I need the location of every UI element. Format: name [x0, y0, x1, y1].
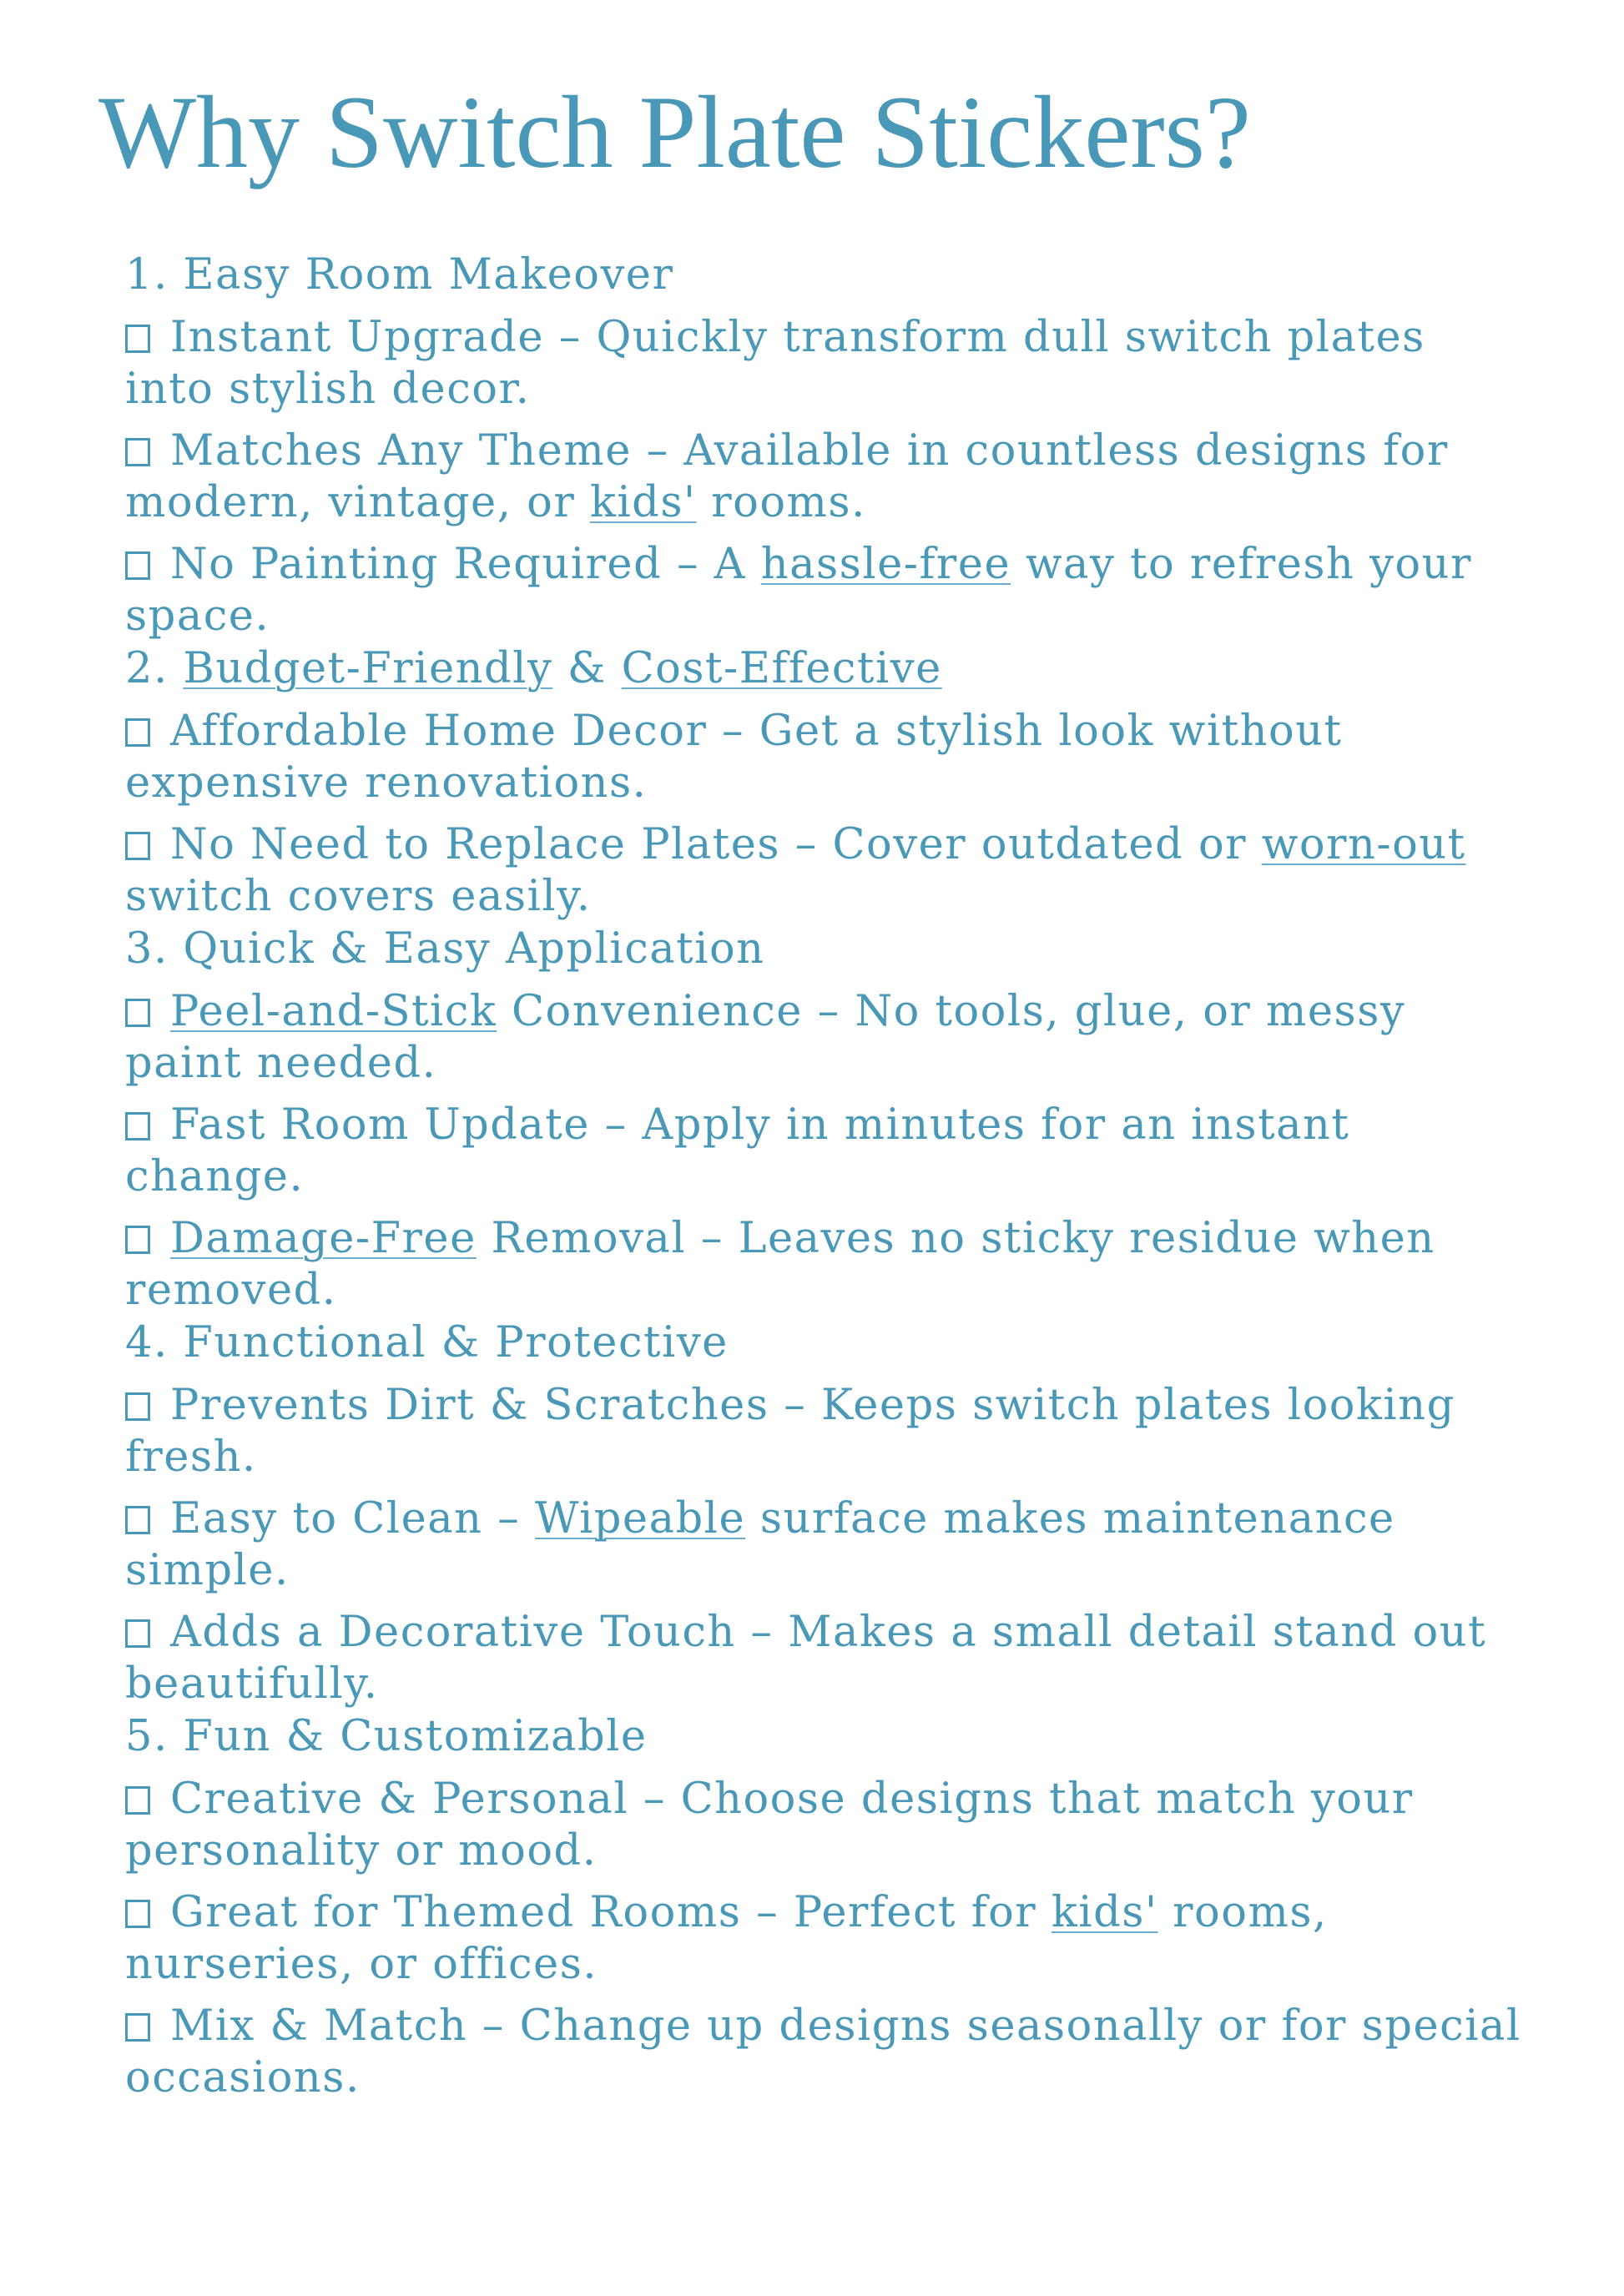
- benefit-item-matches-any-theme: [125, 425, 1527, 529]
- section-heading-4: 4. Functional & Protective: [125, 1318, 729, 1367]
- underlined-term: Cost-Effective: [621, 644, 942, 693]
- benefit-description: Leaves no sticky residue when removed.: [125, 1214, 1435, 1315]
- benefit-item-fast-room-update: [125, 1100, 1527, 1203]
- benefit-item-adds-a-decorative-touch: [125, 1607, 1527, 1710]
- checkbox-square-icon: [125, 832, 150, 860]
- dash-separator: –: [741, 1888, 794, 1937]
- benefit-title: Adds a Decorative Touch: [170, 1608, 736, 1657]
- benefit-description: No tools, glue, or messy paint needed.: [125, 987, 1406, 1088]
- benefit-title: Matches Any Theme: [170, 426, 632, 476]
- benefit-title: Prevents Dirt & Scratches: [170, 1381, 769, 1430]
- section-heading-2: 2. Budget-Friendly & Cost-Effective: [125, 644, 942, 693]
- dash-separator: –: [735, 1608, 789, 1657]
- benefit-item-peel-and-stick-convenience: [125, 986, 1527, 1090]
- dash-separator: –: [482, 1494, 535, 1543]
- underlined-term: kids': [589, 478, 697, 527]
- checkbox-square-icon: [125, 1900, 150, 1928]
- benefit-title: Instant Upgrade: [170, 313, 545, 362]
- dash-separator: –: [686, 1214, 739, 1263]
- dash-separator: –: [628, 1775, 681, 1824]
- benefit-description: Keeps switch plates looking fresh.: [125, 1381, 1455, 1482]
- benefit-title: Affordable Home Decor: [170, 707, 708, 756]
- benefit-item-creative-personal: [125, 1774, 1527, 1877]
- benefit-title: No Need to Replace Plates: [170, 820, 781, 869]
- checkbox-square-icon: [125, 2013, 150, 2042]
- benefit-title: Mix & Match: [170, 2001, 468, 2051]
- dash-separator: –: [631, 426, 684, 476]
- benefit-description: Get a stylish look without expensive renovations.: [125, 707, 1343, 808]
- dash-separator: –: [589, 1100, 643, 1150]
- checkbox-square-icon: [125, 1619, 150, 1648]
- benefit-item-easy-to-clean: [125, 1493, 1527, 1597]
- underlined-term: Damage-Free: [170, 1214, 477, 1263]
- page-title: Why Switch Plate Stickers?: [98, 75, 1251, 189]
- benefit-title: No Painting Required: [170, 540, 663, 589]
- benefit-description: Wipeable surface makes maintenance simple.: [125, 1494, 1395, 1595]
- section-heading-5: 5. Fun & Customizable: [125, 1712, 648, 1761]
- benefit-item-damage-free-removal: [125, 1213, 1527, 1317]
- underlined-term: worn-out: [1261, 820, 1466, 869]
- benefit-item-no-painting-required: [125, 539, 1527, 642]
- dash-separator: –: [662, 540, 714, 589]
- benefit-item-no-need-to-replace-plates: [125, 819, 1527, 923]
- dash-separator: –: [467, 2001, 520, 2051]
- checkbox-square-icon: [125, 1226, 150, 1254]
- checkbox-square-icon: [125, 438, 150, 466]
- benefit-description: Perfect for kids' rooms, nurseries, or offices.: [125, 1888, 1328, 1989]
- benefit-title: Creative & Personal: [170, 1775, 629, 1824]
- checkbox-square-icon: [125, 1392, 150, 1421]
- benefit-item-mix-match: [125, 2001, 1527, 2104]
- benefit-item-affordable-home-decor: [125, 706, 1527, 809]
- dash-separator: –: [544, 313, 597, 362]
- checkbox-square-icon: [125, 718, 150, 747]
- section-heading-3: 3. Quick & Easy Application: [125, 924, 765, 974]
- dash-separator: –: [707, 707, 759, 756]
- benefit-description: Makes a small detail stand out beautifully.: [125, 1608, 1487, 1709]
- benefit-title: Fast Room Update: [170, 1100, 590, 1150]
- benefit-title: Easy to Clean: [170, 1494, 483, 1543]
- dash-separator: –: [780, 820, 833, 869]
- benefit-title: Great for Themed Rooms: [170, 1888, 742, 1937]
- benefit-item-prevents-dirt-scratches: [125, 1380, 1527, 1483]
- underlined-term: Peel-and-Stick: [170, 987, 497, 1036]
- benefit-description: A hassle-free way to refresh your space.: [125, 540, 1472, 641]
- dash-separator: –: [769, 1381, 821, 1430]
- benefit-item-great-for-themed-rooms: [125, 1887, 1527, 1991]
- dash-separator: –: [803, 987, 855, 1036]
- benefit-description: Quickly transform dull switch plates into stylish decor.: [125, 313, 1425, 414]
- underlined-term: Budget-Friendly: [183, 644, 553, 693]
- benefit-description: Choose designs that match your personality or mood.: [125, 1775, 1414, 1876]
- checkbox-square-icon: [125, 551, 150, 580]
- benefit-description: Available in countless designs for modern, vintage, or kids' rooms.: [125, 426, 1449, 527]
- benefit-item-instant-upgrade: [125, 312, 1527, 415]
- checkbox-square-icon: [125, 1786, 150, 1815]
- benefit-description: Cover outdated or worn-out switch covers easily.: [125, 820, 1466, 921]
- benefit-title: Damage-Free Removal: [170, 1214, 687, 1263]
- underlined-term: hassle-free: [760, 540, 1011, 589]
- underlined-term: kids': [1051, 1888, 1158, 1937]
- section-heading-1: 1. Easy Room Makeover: [125, 250, 674, 300]
- checkbox-square-icon: [125, 325, 150, 353]
- benefit-title: Peel-and-Stick Convenience: [170, 987, 803, 1036]
- benefit-description: Change up designs seasonally or for special occasions.: [125, 2001, 1521, 2102]
- checkbox-square-icon: [125, 1506, 150, 1534]
- benefits-list: [125, 249, 1527, 2104]
- underlined-term: Wipeable: [534, 1494, 746, 1543]
- checkbox-square-icon: [125, 1112, 150, 1140]
- checkbox-square-icon: [125, 999, 150, 1027]
- benefit-description: Apply in minutes for an instant change.: [125, 1100, 1350, 1201]
